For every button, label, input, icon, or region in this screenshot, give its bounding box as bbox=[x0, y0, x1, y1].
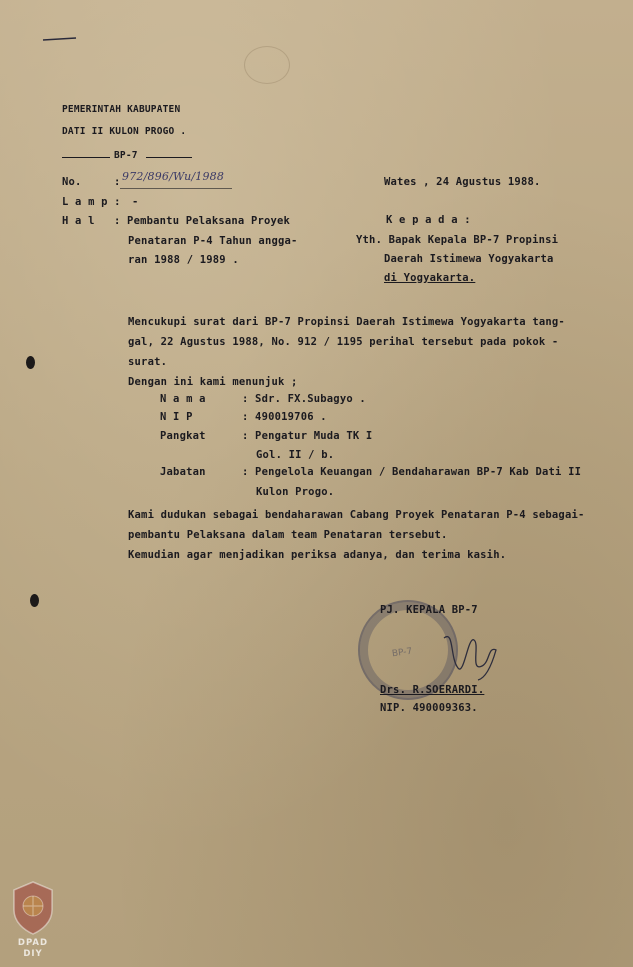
field-label-nama: N a m a bbox=[160, 393, 206, 405]
no-colon: : bbox=[114, 176, 121, 188]
field-value-jabatan-cont: Kulon Progo. bbox=[256, 486, 335, 498]
org-line-2: DATI II KULON PROGO . bbox=[62, 126, 187, 137]
handwritten-signature bbox=[440, 628, 500, 684]
archive-logo-text bbox=[10, 938, 56, 960]
hal-line-1: : Pembantu Pelaksana Proyek bbox=[114, 215, 291, 227]
field-value-pangkat: : Pengatur Muda TK I bbox=[242, 430, 373, 442]
recipient-line-2: Daerah Istimewa Yogyakarta bbox=[384, 253, 554, 265]
recipient-line-1: Yth. Bapak Kepala BP-7 Propinsi bbox=[356, 234, 559, 246]
dept-rule-right bbox=[146, 157, 192, 158]
field-label-pangkat: Pangkat bbox=[160, 430, 206, 442]
paper-stain bbox=[244, 46, 290, 84]
field-label-nip: N I P bbox=[160, 411, 193, 423]
para2: Dengan ini kami menunjuk ; bbox=[128, 376, 298, 388]
lamp-label: L a m p : bbox=[62, 196, 121, 208]
signature-nip: NIP. 490009363. bbox=[380, 702, 478, 714]
hal-label: H a l bbox=[62, 215, 95, 227]
punch-hole-top bbox=[26, 356, 35, 369]
hal-line-3: ran 1988 / 1989 . bbox=[128, 254, 239, 266]
date-line: Wates , 24 Agustus 1988. bbox=[384, 176, 541, 188]
field-value-nama: : Sdr. FX.Subagyo . bbox=[242, 393, 366, 405]
field-value-nip: : 490019706 . bbox=[242, 411, 327, 423]
para3-line-2: pembantu Pelaksana dalam team Penataran tersebut. bbox=[128, 529, 448, 541]
field-label-jabatan: Jabatan bbox=[160, 466, 206, 478]
recipient-line-3: di Yogyakarta. bbox=[384, 272, 476, 284]
para1-line-2: gal, 22 Agustus 1988, No. 912 / 1195 perihal tersebut pada pokok - bbox=[128, 336, 559, 348]
kepada-label: K e p a d a : bbox=[386, 214, 471, 226]
pencil-mark bbox=[42, 36, 78, 42]
signature-name: Drs. R.SOERARDI. bbox=[380, 684, 485, 696]
archive-logo-line-1: DPAD bbox=[17, 938, 49, 948]
no-underline bbox=[120, 188, 232, 189]
para1-line-3: surat. bbox=[128, 356, 168, 368]
para3-line-1: Kami dudukan sebagai bendaharawan Cabang Proyek Penataran P-4 sebagai- bbox=[128, 509, 585, 521]
lamp-value: - bbox=[132, 196, 139, 208]
para4: Kemudian agar menjadikan periksa adanya, dan terima kasih. bbox=[128, 549, 507, 561]
dept-rule-left bbox=[62, 157, 110, 158]
stamp-label: BP-7 bbox=[391, 646, 413, 660]
signature-title: PJ. KEPALA BP-7 bbox=[380, 604, 478, 616]
archive-logo-line-2: DIY bbox=[23, 949, 43, 959]
no-value-handwritten: 972/896/Wu/1988 bbox=[122, 170, 225, 183]
hal-line-2: Penataran P-4 Tahun angga- bbox=[128, 235, 298, 247]
org-line-1: PEMERINTAH KABUPATEN bbox=[62, 104, 181, 115]
para1-line-1: Mencukupi surat dari BP-7 Propinsi Daerah Istimewa Yogyakarta tang- bbox=[128, 316, 565, 328]
punch-hole-bottom bbox=[30, 594, 39, 607]
archive-emblem-icon bbox=[8, 878, 58, 936]
field-value-golongan: Gol. II / b. bbox=[256, 449, 335, 461]
dept-label: BP-7 bbox=[114, 150, 138, 161]
no-label: No. bbox=[62, 176, 82, 188]
field-value-jabatan: : Pengelola Keuangan / Bendaharawan BP-7 Kab Dati II bbox=[242, 466, 582, 478]
